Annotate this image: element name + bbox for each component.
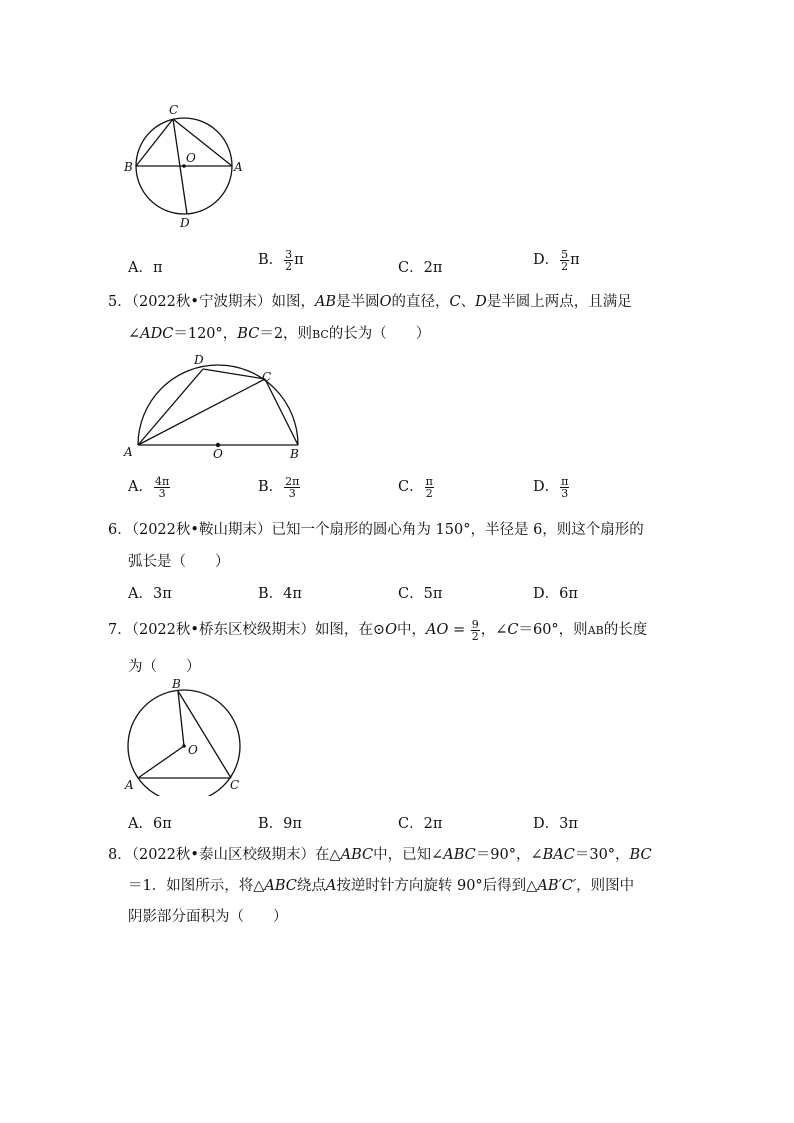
q5-label-a: A [124, 445, 133, 459]
q7-label-b: B [172, 677, 181, 691]
q8-stem-line3: 阴影部分面积为（ ） [128, 909, 288, 925]
q5-chord-cb [265, 379, 298, 445]
q6-option-d[interactable]: D．6π [533, 586, 578, 602]
q5-option-c[interactable]: C． $\frac{\pi}{2}$ [398, 474, 433, 500]
q6-option-a[interactable]: A．3π [128, 586, 172, 602]
q5-label-c: C [262, 370, 272, 384]
q7-number: 7． [108, 622, 132, 638]
q7-option-b[interactable]: B．9π [258, 816, 302, 832]
q6-number: 6． [108, 522, 132, 538]
q4-chord-ca [173, 119, 232, 166]
q5-option-b[interactable]: B． $\frac{2\pi}{3}$ [258, 474, 300, 500]
q5-arc-bc: BC [312, 328, 329, 341]
q7-figure [118, 676, 253, 796]
q7-center-dot [182, 744, 186, 748]
q5-label-b: B [290, 447, 299, 461]
q8-number: 8． [108, 847, 132, 863]
q6-stem-line2: 弧长是（ ） [128, 554, 230, 570]
q8-stem-line2: ＝1．如图所示，将△ABC绕点A按逆时针方向旋转 90°后得到△AB′C′，则图中 [128, 878, 635, 894]
q4-option-a[interactable]: A．π [128, 260, 163, 276]
q4-label-b: B [124, 160, 133, 174]
q4-option-d[interactable]: D． $\frac{5}{2}$ π [533, 247, 580, 273]
q5-option-a[interactable]: A． $\frac{4\pi}{3}$ [128, 474, 170, 500]
q7-chord-bc [178, 691, 231, 778]
q5-figure [118, 348, 318, 463]
q7-stem-line2: 为（ ） [128, 659, 201, 675]
q6-option-b[interactable]: B．4π [258, 586, 302, 602]
q7-label-o: O [188, 743, 198, 757]
q6-option-c[interactable]: C．5π [398, 586, 443, 602]
q7-option-a[interactable]: A．6π [128, 816, 172, 832]
q7-label-a: A [125, 778, 134, 792]
q5-option-d[interactable]: D． $\frac{\pi}{3}$ [533, 474, 569, 500]
q7-arc-ab: AB [587, 624, 604, 637]
q5-stem-line1: 5．（2022秋•宁波期末）如图，AB是半圆O的直径，C、D是半圆上两点，且满足 [108, 294, 632, 310]
q8-stem-line1: 8．（2022秋•泰山区校级期末）在△ABC中，已知∠ABC＝90°，∠BAC＝30°，BC [108, 847, 652, 863]
q7-option-c[interactable]: C．2π [398, 816, 443, 832]
q4-figure [118, 100, 258, 235]
q4-label-o: O [186, 151, 196, 165]
q5-number: 5． [108, 294, 132, 310]
q4-label-d: D [180, 216, 190, 230]
q7-label-c: C [230, 778, 240, 792]
q7-radius-oa [138, 746, 184, 778]
q5-stem-line2: ∠ADC＝120°，BC＝2，则BC的长为（ ） [128, 326, 431, 342]
q7-option-d[interactable]: D．3π [533, 816, 578, 832]
q5-label-o: O [213, 447, 223, 461]
q4-label-c: C [169, 103, 179, 117]
q7-stem-line1: 7．（2022秋•桥东区校级期末）如图，在⊙O中，AO = $\frac{9}{2}$ ，∠C＝60°，则AB的长度 [108, 617, 648, 643]
q4-option-c[interactable]: C．2π [398, 260, 443, 276]
q4-option-b[interactable]: B． $\frac{3}{2}$ π [258, 247, 304, 273]
q5-chord-ac [138, 379, 265, 445]
q4-label-a: A [234, 160, 243, 174]
q6-stem-line1: 6．（2022秋•鞍山期末）已知一个扇形的圆心角为 150°，半径是 6，则这个扇形的 [108, 522, 644, 538]
q5-label-d: D [194, 353, 204, 367]
